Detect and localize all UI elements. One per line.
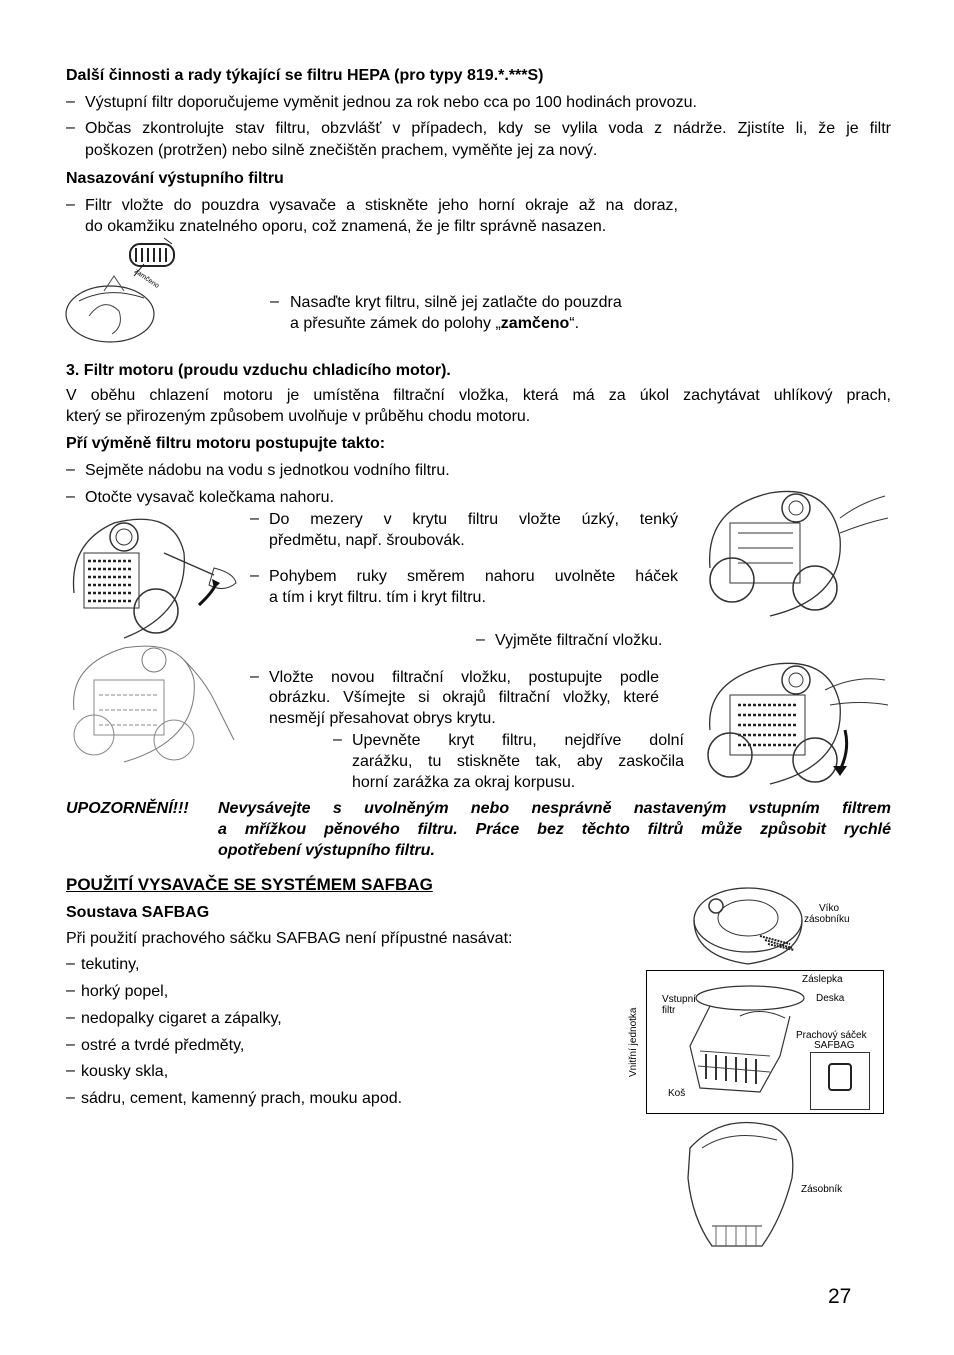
label-kos: Koš bbox=[668, 1088, 686, 1099]
mounting-step2-cont: a přesuňte zámek do polohy „zamčeno“. bbox=[290, 315, 580, 332]
attach-cover-illustration bbox=[700, 660, 890, 786]
list-dash: – bbox=[66, 488, 75, 505]
label-vstupni: filtr bbox=[662, 1005, 676, 1016]
safbag-title: POUŽITÍ VYSAVAČE SE SYSTÉMEM SAFBAG bbox=[66, 875, 433, 894]
list-dash: – bbox=[66, 1009, 75, 1026]
motor-step-cont: obrázku. Všímejte si okrajů filtrační vložky, které bbox=[269, 689, 659, 706]
label-sacek: SAFBAG bbox=[814, 1040, 855, 1051]
lid-illustration bbox=[690, 884, 806, 968]
list-dash: – bbox=[250, 668, 259, 685]
inner-unit-illustration bbox=[680, 976, 810, 1104]
list-dash: – bbox=[66, 461, 75, 478]
safbag-intro: Při použití prachového sáčku SAFBAG není přípustné nasávat: bbox=[66, 930, 513, 947]
motor-step: Otočte vysavač kolečkama nahoru. bbox=[85, 489, 335, 506]
list-dash: – bbox=[66, 119, 75, 136]
label-viko: zásobníku bbox=[804, 914, 850, 925]
list-item: tekutiny, bbox=[81, 956, 140, 973]
safbag-bag-icon bbox=[810, 1052, 870, 1110]
label-deska: Deska bbox=[816, 993, 845, 1004]
list-dash: – bbox=[66, 955, 75, 972]
list-dash: – bbox=[250, 510, 259, 527]
screwdriver-illustration bbox=[64, 513, 240, 639]
list-dash: – bbox=[66, 1089, 75, 1106]
list-dash: – bbox=[66, 982, 75, 999]
warning-label: UPOZORNĚNÍ!!! bbox=[66, 800, 189, 817]
list-item: ostré a tvrdé předměty, bbox=[81, 1037, 245, 1054]
motor-paragraph: V oběhu chlazení motoru je umístěna filtrační vložka, která má za úkol zachytávat uhlíkový prach, bbox=[66, 387, 891, 404]
lock-label: zamčeno bbox=[132, 267, 161, 290]
warning-text-cont: a mřížkou pěnového filtru. Práce bez těchto filtrů může způsobit rychlé bbox=[218, 821, 891, 838]
motor-step: Vyjměte filtrační vložku. bbox=[495, 632, 663, 649]
motor-paragraph-cont: který se přirozeným způsobem uvolňuje v průběhu chodu motoru. bbox=[66, 408, 531, 425]
hepa-heading: Další činnosti a rady týkající se filtru HEPA (pro typy 819.*.***S) bbox=[66, 67, 544, 84]
motor-subheading: Pří výměně filtru motoru postupujte takto: bbox=[66, 435, 386, 452]
mounting-step2: Nasaďte kryt filtru, silně jej zatlačte do pouzdra bbox=[290, 294, 622, 311]
motor-step: Upevněte kryt filtru, nejdříve dolní bbox=[352, 732, 684, 749]
list-item: Výstupní filtr doporučujeme vyměnit jednou za rok nebo cca po 100 hodinách provozu. bbox=[85, 94, 697, 111]
list-item: horký popel, bbox=[81, 983, 169, 1000]
list-item: sádru, cement, kamenný prach, mouku apod. bbox=[81, 1090, 403, 1107]
motor-step-cont: horní zarážka za okraj korpusu. bbox=[352, 774, 576, 791]
list-dash: – bbox=[270, 293, 279, 310]
motor-step-cont: nesmějí přesahovat obrys krytu. bbox=[269, 710, 496, 727]
motor-step: Do mezery v krytu filtru vložte úzký, tenký bbox=[269, 511, 678, 528]
safbag-subheading: Soustava SAFBAG bbox=[66, 904, 210, 921]
list-item-cont: poškozen (protržen) nebo silně znečištěn prachem, vyměňte jej za nový. bbox=[85, 142, 598, 159]
motor-step: Vložte novou filtrační vložku, postupujte podle bbox=[269, 669, 659, 686]
list-dash: – bbox=[66, 196, 75, 213]
label-zasobnik: Zásobník bbox=[801, 1184, 843, 1195]
warning-text: Nevysávejte s uvolněným nebo nesprávně nastaveným vstupním filtrem bbox=[218, 800, 891, 817]
motor-step: Sejměte nádobu na vodu s jednotkou vodního filtru. bbox=[85, 462, 450, 479]
motor-step: Pohybem ruky směrem nahoru uvolněte háček bbox=[269, 568, 678, 585]
list-dash: – bbox=[66, 1062, 75, 1079]
label-vnitrni: Vnitřní jednotka bbox=[628, 1007, 639, 1077]
list-item: Občas zkontrolujte stav filtru, obzvlášť v případech, kdy se vylila voda z nádrže. Zjistíte li, že je filtr bbox=[85, 120, 891, 137]
label-zaslepka: Záslepka bbox=[802, 974, 843, 985]
list-dash: – bbox=[250, 567, 259, 584]
mounting-heading: Nasazování výstupního filtru bbox=[66, 170, 284, 187]
warning-text-cont: opotřebení výstupního filtru. bbox=[218, 842, 435, 859]
insert-filter-illustration bbox=[64, 640, 240, 766]
label-sacek: Prachový sáček bbox=[796, 1030, 867, 1041]
list-item: kousky skla, bbox=[81, 1063, 169, 1080]
list-dash: – bbox=[66, 93, 75, 110]
label-viko: Víko bbox=[819, 903, 840, 914]
mounting-step1: Filtr vložte do pouzdra vysavače a stiskněte jeho horní okraje až na doraz, bbox=[85, 197, 678, 214]
list-item: nedopalky cigaret a zápalky, bbox=[81, 1010, 282, 1027]
mounting-step1-cont: do okamžiku znatelného oporu, což znamená, že je filtr správně nasazen. bbox=[85, 218, 607, 235]
motor-step-cont: a tím i kryt filtru. tím i kryt filtru. bbox=[269, 589, 486, 606]
motor-step-cont: předmětu, např. šroubovák. bbox=[269, 532, 465, 549]
motor-step-cont: zarážku, tu stiskněte tak, aby zaskočila bbox=[352, 753, 684, 770]
list-dash: – bbox=[476, 631, 485, 648]
hook-release-illustration bbox=[700, 488, 890, 618]
container-illustration bbox=[682, 1118, 802, 1250]
filter-lock-illustration bbox=[64, 236, 194, 344]
list-dash: – bbox=[66, 1036, 75, 1053]
motor-heading: 3. Filtr motoru (proudu vzduchu chladicího motor). bbox=[66, 362, 451, 379]
list-dash: – bbox=[333, 731, 342, 748]
page-number: 27 bbox=[828, 1285, 852, 1308]
label-vstupni: Vstupní bbox=[662, 994, 696, 1005]
